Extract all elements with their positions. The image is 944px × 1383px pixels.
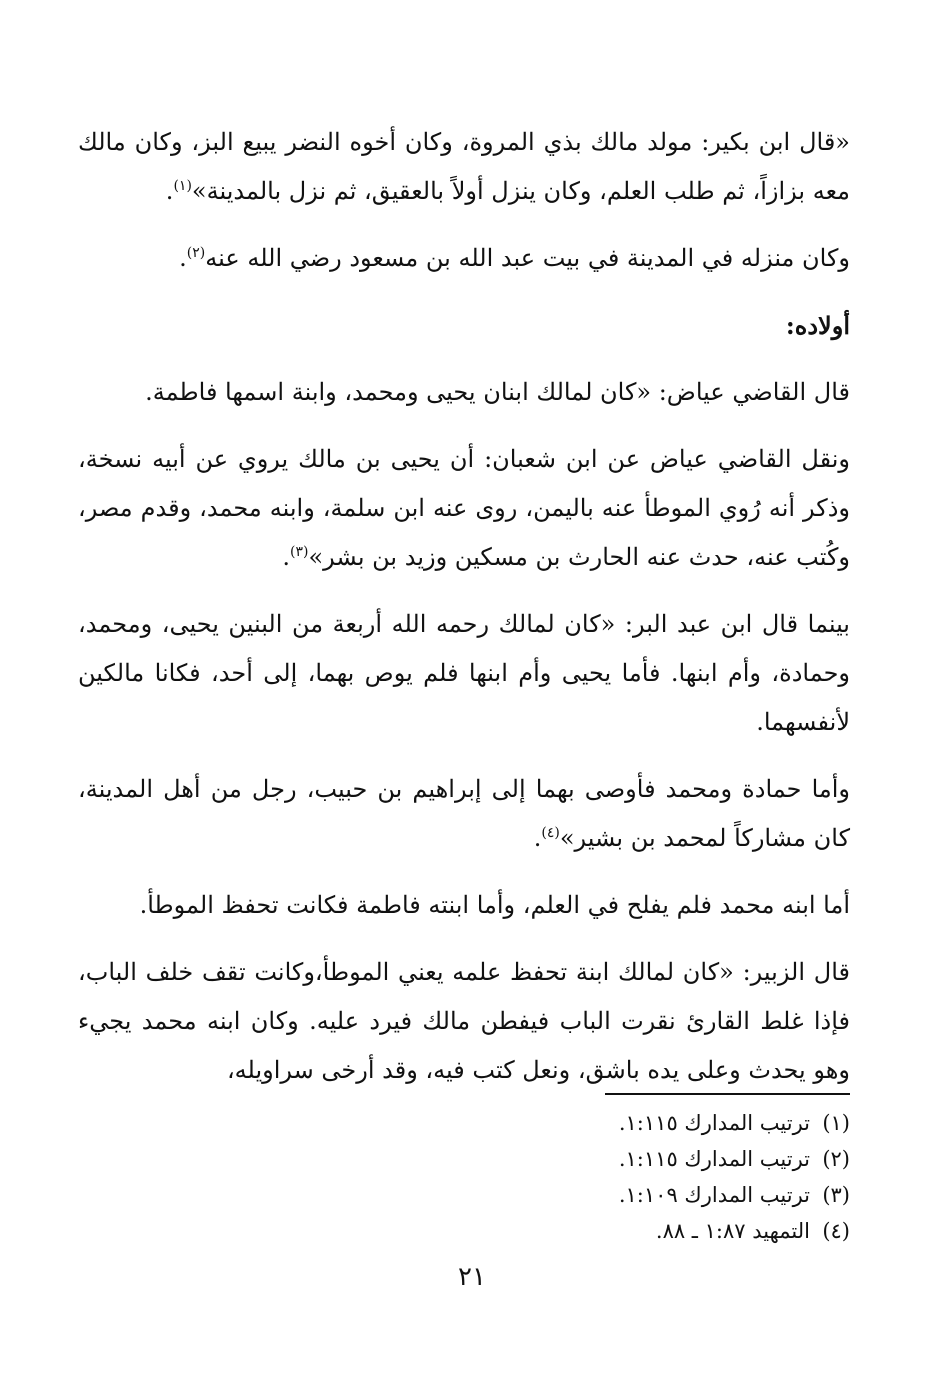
paragraph-hamada [78,765,850,863]
footnote-item [450,1213,850,1249]
footnote-ref: (٣) [290,544,309,560]
paragraph-tail: . [533,824,542,852]
paragraph-text: «قال ابن بكير: مولد مالك بذي المروة، وكان أخوه النضر يبيع البز، وكان مالك معه بزازاً، ثم طلب العلم، وكان ينزل أولاً بالعقيق، ثم نزل بالمدينة» [78,128,850,205]
paragraph-tail: . [282,543,291,571]
footnote-item [450,1141,850,1177]
footnote-number: (٣) [822,1183,850,1207]
footnote-text: ترتيب المدارك ١:١٠٩. [618,1183,810,1207]
paragraph-ibn-abd-albarr [78,600,850,747]
footnote-text: التمهيد ١:٨٧ ـ ٨٨. [655,1219,810,1243]
paragraph-text: أما ابنه محمد فلم يفلح في العلم، وأما ابنته فاطمة فكانت تحفظ الموطأ. [139,891,850,919]
paragraph-text: قال القاضي عياض: «كان لمالك ابنان يحيى ومحمد، وابنة اسمها فاطمة. [145,378,850,406]
footnote-item [450,1105,850,1141]
footnotes [450,1105,850,1249]
footnote-ref: (١) [173,178,192,194]
paragraph-tail: . [165,177,174,205]
footnote-number: (٢) [822,1147,850,1171]
footnote-ref: (٢) [186,245,206,261]
paragraph-zubayr [78,948,850,1095]
paragraph-muhammad [78,881,850,930]
footnote-text: ترتيب المدارك ١:١١٥. [618,1147,810,1171]
paragraph-qadi-iyad [78,368,850,417]
paragraph-tail: . [179,244,187,272]
footnote-ref: (٤) [541,825,560,841]
main-text [78,118,850,1113]
section-heading: أولاده: [785,311,850,340]
footnote-number: (٤) [822,1219,850,1243]
paragraph-residence [78,234,850,283]
page-number: ٢١ [458,1262,486,1292]
paragraph-text: بينما قال ابن عبد البر: «كان لمالك رحمه الله أربعة من البنين يحيى، ومحمد، وحمادة، وأم ابنها. فأما يحيى وأم ابنها فلم يوص بهما، إلى أحد، فكانا مالكين لأنفسهما. [78,610,850,736]
footnote-number: (١) [822,1111,850,1135]
paragraph-ibn-shaban [78,435,850,582]
paragraph-birth [78,118,850,216]
paragraph-text: ونقل القاضي عياض عن ابن شعبان: أن يحيى بن مالك يروي عن أبيه نسخة، وذكر أنه رُوي الموطأ عنه باليمن، روى عنه ابن سلمة، وابنه محمد، وقدم مصر، وكُتب عنه، حدث عنه الحارث بن مسكين وزيد بن بشر» [78,445,850,571]
footnote-item [450,1177,850,1213]
paragraph-text: وكان منزله في المدينة في بيت عبد الله بن مسعود رضي الله عنه [205,244,850,272]
footnote-text: ترتيب المدارك ١:١١٥. [618,1111,810,1135]
footnote-divider [605,1093,850,1095]
paragraph-text: وأما حمادة ومحمد فأوصى بهما إلى إبراهيم بن حبيب، رجل من أهل المدينة، كان مشاركاً لمحمد بن بشير» [78,775,850,852]
paragraph-text: قال الزبير: «كان لمالك ابنة تحفظ علمه يعني الموطأ،وكانت تقف خلف الباب، فإذا غلط القارئ نقرت الباب فيفطن مالك فيرد عليه. وكان ابنه محمد يجيء وهو يحدث وعلى يده باشق، ونعل كتب فيه، وقد أرخى سراويله، [78,958,850,1084]
